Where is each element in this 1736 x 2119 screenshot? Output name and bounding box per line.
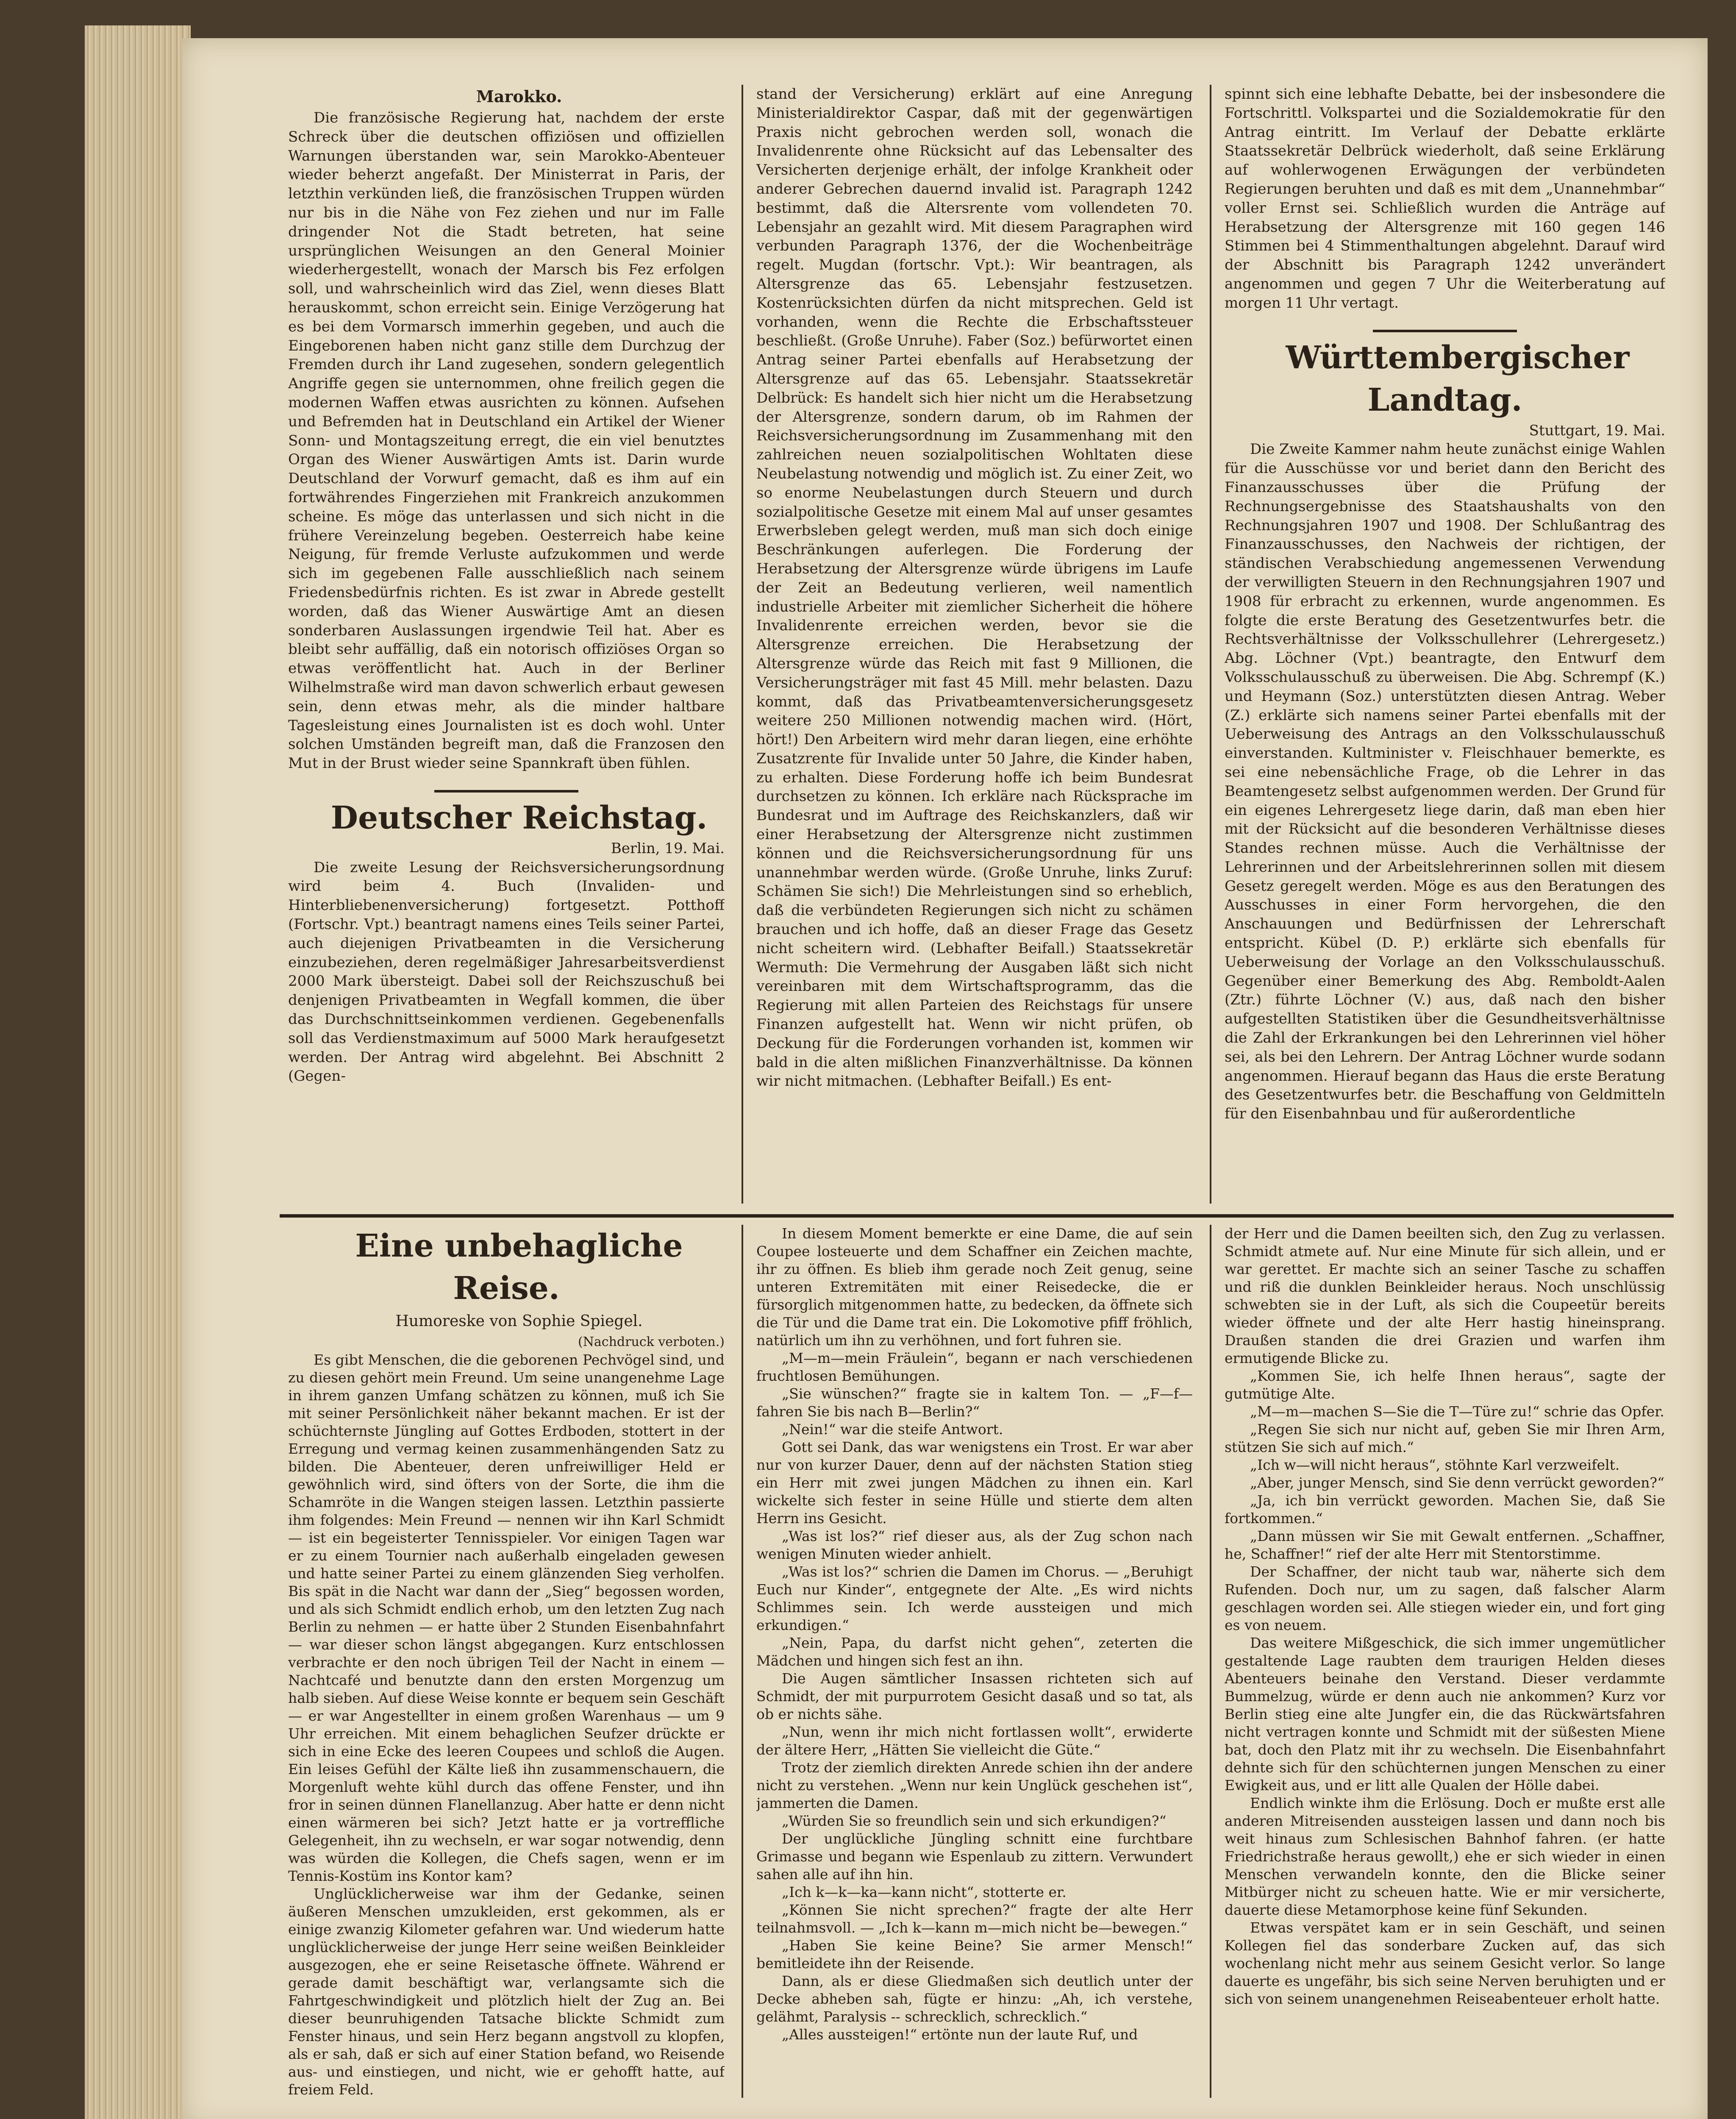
column-divider bbox=[1210, 85, 1211, 1204]
story-paragraph: „Was ist los?“ schrien die Damen im Chorus. — „Beruhigt Euch nur Kinder“, entgegnete der Alte. „Es wird nichts Schlimmes sein. Ich werde aussteigen und mich erkundigen.“ bbox=[756, 1563, 1193, 1633]
dateline-berlin: Berlin, 19. Mai. bbox=[611, 840, 725, 857]
story-paragraph: der Herr und die Damen beeilten sich, den Zug zu verlassen. Schmidt atmete auf. Nur eine Minute für sich allein, und er war gerettet. Er machte sich an seiner Tasche zu schaffen und riß die dunklen Beinkleider heraus. Noch unschlüssig schwebten sie in der Luft, als sich die Coupeetür bereits wieder öffnete und der alte Herr hastig hineinsprang. Draußen standen die drei Grazien und warfen ihm ermutigende Blicke zu. bbox=[1225, 1225, 1665, 1366]
top-column-2 bbox=[756, 85, 1193, 1204]
column-divider bbox=[742, 1225, 743, 2098]
heading-landtag: Württembergischer Landtag. bbox=[1286, 339, 1630, 418]
top-column-1 bbox=[288, 85, 725, 1204]
story-paragraph: Die Augen sämtlicher Insassen richteten sich auf Schmidt, der mit purpurrotem Gesicht dasaß und so tat, als ob er nichts sähe. bbox=[756, 1670, 1193, 1722]
heading-marokko: Marokko. bbox=[476, 87, 562, 106]
story-paragraph: „Nein, Papa, du darfst nicht gehen“, zeterten die Mädchen und hingen sich fest an ihn. bbox=[756, 1635, 1193, 1669]
article-reichstag-part1: Die zweite Lesung der Reichsversicherungsordnung wird beim 4. Buch (Invaliden- und Hinterbliebenenversicherung) fortgesetzt. Potthoff (Fortschr. Vpt.) beantragt namens eines Teils seiner Partei, auch diejenigen Privatbeamten in die Versicherung einzubeziehen, deren regelmäßiger Jahresarbeitsverdienst 2000 Mark übersteigt. Dabei soll der Reichszuschuß bei denjenigen Privatbeamten in Wegfall kommen, die über das Durchschnittseinkommen verdienen. Gegebenenfalls soll das Verdienstmaximum auf 5000 Mark heraufgesetzt werden. Der Antrag wird abgelehnt. Bei Abschnitt 2 (Gegen- bbox=[288, 859, 725, 1085]
column-divider bbox=[742, 85, 743, 1204]
story-paragraph: „M—m—mein Fräulein“, begann er nach verschiedenen fruchtlosen Bemühungen. bbox=[756, 1350, 1193, 1384]
story-paragraph: Unglücklicherweise war ihm der Gedanke, seinen äußeren Menschen umzukleiden, erst gekommen, als er einige zwanzig Kilometer gefahren war. Und wiederum hatte unglücklicherweise der junge Herr seine weißen Beinkleider ausgezogen, ehe er seine Reisetasche öffnete. Während er gerade damit beschäftigt war, verlangsamte sich die Fahrtgeschwindigkeit und plötzlich hielt der Zug an. Bei dieser beunruhigenden Tatsache blickte Schmidt zum Fenster hinaus, und sein Herz begann angstvoll zu klopfen, als er sah, daß er sich auf einer Station befand, wo Reisende aus- und einstiegen, und nicht, wie er gehofft hatte, auf freiem Feld. bbox=[288, 1885, 725, 2098]
story-paragraph: „Nun, wenn ihr mich nicht fortlassen wollt“, erwiderte der ältere Herr, „Hätten Sie vielleicht die Güte.“ bbox=[756, 1724, 1193, 1758]
story-paragraph: Der unglückliche Jüngling schnitt eine furchtbare Grimasse und begann wie Espenlaub zu zittern. Verwundert sahen alle auf ihn hin. bbox=[756, 1830, 1193, 1883]
story-paragraph: „Können Sie nicht sprechen?“ fragte der alte Herr teilnahmsvoll. — „Ich k—kann m—mich nicht be—bewegen.“ bbox=[756, 1902, 1193, 1936]
story-paragraph: „Ich w—will nicht heraus“, stöhnte Karl verzweifelt. bbox=[1250, 1457, 1620, 1473]
story-paragraph: Endlich winkte ihm die Erlösung. Doch er mußte erst alle anderen Mitreisenden aussteigen lassen und dann noch bis weit hinaus zum Schlesischen Bahnhof fahren. (er hatte Friedrichstraße heraus gewollt,) ehe er sich wieder in einen Menschen verwandeln konnte, den die Blicke seiner Mitbürger nicht zu scheuen hatte. Wie er mir versicherte, dauerte diese Metamorphose keine fünf Sekunden. bbox=[1225, 1795, 1665, 1918]
feuilleton-column-2 bbox=[756, 1225, 1193, 2098]
story-paragraph: „Was ist los?“ rief dieser aus, als der Zug schon nach wenigen Minuten wieder anhielt. bbox=[756, 1528, 1193, 1562]
feuilleton-column-3 bbox=[1225, 1225, 1665, 2098]
story-paragraph: „Ja, ich bin verrückt geworden. Machen Sie, daß Sie fortkommen.“ bbox=[1225, 1492, 1665, 1527]
feuilleton-column-1 bbox=[288, 1225, 725, 2098]
story-paragraph: „Ich k—k—ka—kann nicht“, stotterte er. bbox=[782, 1884, 1067, 1900]
story-paragraph: „M—m—machen S—Sie die T—Türe zu!“ schrie das Opfer. bbox=[1250, 1403, 1664, 1420]
story-paragraph: Das weitere Mißgeschick, die sich immer ungemütlicher gestaltende Lage raubten dem traurigen Helden dieses Abenteuers beinahe den Verstand. Dieser verdammte Bummelzug, würde er denn auch nie ankommen? Kurz vor Berlin stieg eine alte Jungfer ein, die das Rückwärtsfahren nicht vertragen konnte und Schmidt mit der süßesten Miene bat, doch den Platz mit ihr zu wechseln. Die Eisenbahnfahrt dehnte sich für den schüchternen jungen Menschen zu einer Ewigkeit aus, und er litt alle Qualen der Hölle dabei. bbox=[1225, 1635, 1665, 1794]
dateline-stuttgart: Stuttgart, 19. Mai. bbox=[1529, 422, 1665, 439]
story-paragraph: Es gibt Menschen, die die geborenen Pechvögel sind, und zu diesen gehört mein Freund. Um seine unangenehme Lage in ihrem ganzen Umfang schätzen zu können, muß ich Sie mit seiner Persönlichkeit näher bekannt machen. Er ist der schüchternste Jüngling auf Gottes Erdboden, stottert in der Erregung und vermag keinen zusammenhängenden Satz zu bilden. Die Abenteuer, deren unfreiwilliger Held er gewöhnlich wird, sind öfters von der Sorte, die ihm die Schamröte in die Wangen steigen lassen. Letzthin passierte ihm folgendes: Mein Freund — nennen wir ihn Karl Schmidt — ist ein begeisterter Tennisspieler. Vor einigen Tagen war er zu einem Tournier nach außerhalb eingeladen gewesen und hatte seiner Partei zu einem glänzenden Sieg verholfen. Bis spät in die Nacht war dann der „Sieg“ begossen worden, und als sich Schmidt endlich erhob, um den letzten Zug nach Berlin zu nehmen — er hatte über 2 Stunden Eisenbahnfahrt — war dieser schon längst abgegangen. Kurz entschlossen verbrachte er den noch übrigen Teil der Nacht in einem — Nachtcafé und benutzte dann den ersten Morgenzug um halb sieben. Auf diese Weise konnte er bequem sein Geschäft — er war Angestellter in einem großen Warenhaus — um 9 Uhr erreichen. Mit einem behaglichen Seufzer drückte er sich in eine Ecke des leeren Coupees und schloß die Augen. Ein leises Gefühl der Kälte ließ ihn zusammenschauern, die Morgenluft wehte kühl durch das offene Fenster, und ihn fror in seinen dünnen Flanellanzug. Aber hatte er denn nicht einen wärmeren bei sich? Jetzt hatte er ja vortreffliche Gelegenheit, ihn zu wechseln, er war sogar notwendig, denn was würden die Kollegen, die Chefs sagen, wenn er im Tennis-Kostüm ins Kontor kam? bbox=[288, 1351, 725, 1884]
article-reichstag-part2: stand der Versicherung) erklärt auf eine Anregung Ministerialdirektor Caspar, daß mit der gegenwärtigen Praxis nicht gebrochen werden soll, wonach die Invalidenrente ohne Rücksicht auf das Lebensalter des Versicherten derjenige erhält, der infolge Krankheit oder anderer Gebrechen dauernd invalid ist. Paragraph 1242 bestimmt, daß die Altersrente vom vollendeten 70. Lebensjahr an gezahlt wird. Mit diesem Paragraphen wird verbunden Paragraph 1376, der die Wochenbeiträge regelt. Mugdan (fortschr. Vpt.): Wir beantragen, als Altersgrenze das 65. Lebensjahr festzusetzen. Kostenrücksichten dürfen da nicht mitsprechen. Geld ist vorhanden, wenn die Rechte die Erbschaftssteuer beschließt. (Große Unruhe). Faber (Soz.) befürwortet einen Antrag seiner Partei ebenfalls auf Herabsetzung der Altersgrenze auf das 65. Lebensjahr. Staatssekretär Delbrück: Es handelt sich hier nicht um die Herabsetzung der Altersgrenze, sondern darum, ob im Rahmen der Reichsversicherungsordnung im Zusammenhang mit den zahlreichen neuen sozialpolitischen Wohltaten diese Neubelastung notwendig und möglich ist. Zu einer Zeit, wo so enorme Neubelastungen durch Steuern und durch sozialpolitische Gesetze mit einem Mal auf unser gesamtes Erwerbsleben gelegt werden, muß man sich doch einige Beschränkungen auferlegen. Die Forderung der Herabsetzung der Altersgrenze würde übrigens im Laufe der Zeit an Bedeutung verlieren, weil namentlich industrielle Arbeiter mit ziemlicher Sicherheit die höhere Invalidenrente erreichen werden, bevor sie die Altersgrenze erreichen. Die Herabsetzung der Altersgrenze würde das Reich mit fast 9 Millionen, die Versicherungsträger mit fast 45 Mill. mehr belasten. Dazu kommt, daß das Privatbeamtenversicherungsgesetz weitere 250 Millionen notwendig machen wird. (Hört, hört!) Den Arbeitern wird mehr daran liegen, eine erhöhte Zusatzrente für Invalide unter 50 Jahre, die Kinder haben, zu erhalten. Diese Forderung hoffe ich beim Bundesrat durchsetzen zu können. Ich erkläre nach Rücksprache im Bundesrat und im Auftrage des Reichskanzlers, daß wir einer Herabsetzung der Altersgrenze nicht zustimmen können und die Reichsversicherungsordnung für uns unannehmbar werden würde. (Große Unruhe, links Zuruf: Schämen Sie sich!) Die Mehrleistungen sind so erheblich, daß die verbündeten Regierungen sich nicht zu schämen brauchen und ich hoffe, daß an dieser Frage das Gesetz nicht scheitern wird. (Lebhafter Beifall.) Staatssekretär Wermuth: Die Vermehrung der Ausgaben läßt sich nicht vereinbaren mit dem Wirtschaftsprogramm, das die Regierung mit allen Parteien des Reichstags für unsere Finanzen aufgestellt hat. Wenn wir nicht prüfen, ob Deckung für die Forderungen vorhanden ist, kommen wir bald in die alten mißlichen Finanzverhältnisse. Da können wir nicht mitmachen. (Lebhafter Beifall.) Es ent- bbox=[756, 86, 1193, 1090]
story-paragraph: In diesem Moment bemerkte er eine Dame, die auf sein Coupee losteuerte und dem Schaffner ein Zeichen machte, ihr zu öffnen. Es blieb ihm gerade noch Zeit genug, seine unteren Extremitäten mit einer Reisedecke, die er fürsorglich mitgenommen hatte, zu bedecken, da öffnete sich die Tür und die Dame trat ein. Die Lokomotive pfiff fröhlich, natürlich um ihn zu verhöhnen, und fort fuhren sie. bbox=[756, 1225, 1193, 1349]
story-paragraph: Trotz der ziemlich direkten Anrede schien ihn der andere nicht zu verstehen. „Wenn nur kein Unglück geschehen ist“, jammerten die Damen. bbox=[756, 1759, 1193, 1811]
column-divider bbox=[1210, 1225, 1211, 2098]
section-divider bbox=[1373, 330, 1517, 332]
article-reichstag-part3: spinnt sich eine lebhafte Debatte, bei der insbesondere die Fortschrittl. Volkspartei und die Sozialdemokratie für den Antrag eintritt. Im Verlauf der Debatte erklärte Staatssekretär Delbrück wiederholt, daß seine Erklärung auf wohlerwogenen Erwägungen der verbündeten Regierungen beruhten und daß es mit dem „Unannehmbar“ voller Ernst sei. Schließlich wurden die Anträge auf Herabsetzung der Altersgrenze mit 160 gegen 146 Stimmen bei 4 Stimmenthaltungen abgelehnt. Darauf wird der Abschnitt bis Paragraph 1242 unverändert angenommen und gegen 7 Uhr die Weiterberatung auf morgen 11 Uhr vertagt. bbox=[1225, 86, 1665, 311]
story-paragraph: Dann, als er diese Gliedmaßen sich deutlich unter der Decke abheben sah, fügte er hinzu: „Ah, ich verstehe, gelähmt, Paralysis -- schrecklich, schrecklich.“ bbox=[756, 1973, 1193, 2025]
article-landtag: Die Zweite Kammer nahm heute zunächst einige Wahlen für die Ausschüsse vor und beriet dann den Bericht des Finanzausschusses über die Prüfung der Rechnungsergebnisse des Staatshaushalts von den Rechnungsjahren 1907 und 1908. Der Schlußantrag des Finanzausschusses, den Nachweis der richtigen, der ständischen Verabschiedung angemessenen Verwendung der verwilligten Steuern in den Rechnungsjahren 1907 und 1908 für erbracht zu erkennen, wurde angenommen. Es folgte die erste Beratung des Gesetzentwurfes betr. die Rechtsverhältnisse der Volksschullehrer (Lehrergesetz.) Abg. Löchner (Vpt.) beantragte, den Entwurf dem Volksschulausschuß zu überweisen. Die Abg. Schrempf (K.) und Heymann (Soz.) unterstützten diesen Antrag. Weber (Z.) erklärte sich namens seiner Partei ebenfalls mit der Ueberweisung des Antrags an den Volksschulausschuß einverstanden. Kultminister v. Fleischhauer bemerkte, es sei eine nebensächliche Frage, ob die Lehrer in das Beamtengesetz selbst aufgenommen werden. Der Grund für ein eigenes Lehrergesetz liege darin, daß man eben hier mit der Rücksicht auf die besonderen Verhältnisse dieses Standes rechnen müsse. Auch die Verhältnisse der Lehrerinnen und der Arbeitslehrerinnen sollen mit diesem Gesetz geregelt werden. Möge es aus den Beratungen des Ausschusses in einer Form hervorgehen, die den Anschauungen und Bedürfnissen der Lehrerschaft entspricht. Kübel (D. P.) erklärte sich ebenfalls für Ueberweisung der Vorlage an den Volksschulausschuß. Gegenüber einer Bemerkung des Abg. Remboldt-Aalen (Ztr.) führte Löchner (V.) aus, daß nach den bisher aufgestellten Statistiken über die Gesundheitsverhältnisse die Zahl der Erkrankungen bei den Lehrerinnen viel höher sei, als bei den Lehrern. Der Antrag Löchner wurde sodann angenommen. Hierauf begann das Haus die erste Beratung des Gesetzentwurfes betr. die Beschaffung von Geldmitteln für den Eisenbahnbau und für außerordentliche bbox=[1225, 441, 1665, 1123]
story-paragraph: Etwas verspätet kam er in sein Geschäft, und seinen Kollegen fiel das sonderbare Zucken auf, das sich wochenlang nicht mehr aus seinem Gesicht verlor. So lange dauerte es ungefähr, bis sich seine Nerven beruhigten und er sich von seinem unangenehmen Reiseabenteuer erholt hatte. bbox=[1225, 1919, 1665, 2007]
feuilleton-subtitle: Humoreske von Sophie Spiegel. bbox=[395, 1313, 643, 1330]
top-column-3 bbox=[1225, 85, 1665, 1204]
article-marokko: Die französische Regierung hat, nachdem der erste Schreck über die deutschen offiziösen und offiziellen Warnungen überstanden war, sein Marokko-Abenteuer wieder beherzt angefaßt. Der Ministerrat in Paris, der letzthin verkünden ließ, die französischen Truppen würden nur bis in die Nähe von Fez ziehen und nur im Falle dringender Not die Stadt betreten, hat seine ursprünglichen Weisungen an den General Moinier wiederhergestellt, wonach der Marsch bis Fez erfolgen soll, und wahrscheinlich wird das Ziel, wenn dieses Blatt herauskommt, schon erreicht sein. Einige Verzögerung hat es bei dem Vormarsch immerhin gegeben, und auch die Eingeborenen haben nicht ganz stille dem Durchzug der Fremden durch ihr Land zugesehen, sondern gelegentlich Angriffe gegen sie unternommen, ohne freilich gegen die modernen Waffen etwas ausrichten zu können. Aufsehen und Befremden hat in Deutschland ein Artikel der Wiener Sonn- und Montagszeitung erregt, die ein viel benutztes Organ des Wiener Auswärtigen Amts ist. Darin wurde Deutschland der Vorwurf gemacht, daß es ihm auf ein fortwährendes Fingerziehen mit Frankreich anzukommen scheine. Es möge das unterlassen und sich nicht in die frühere Vereinzelung begeben. Oesterreich habe keine Neigung, für fremde Verluste aufzukommen und werde sich im gegebenen Falle ausschließlich nach seinem Friedensbedürfnis richten. Es ist zwar in Abrede gestellt worden, daß das Wiener Auswärtige Amt an diesen sonderbaren Auslassungen irgendwie Teil hat. Aber es bleibt sehr auffällig, daß ein notorisch offiziöses Organ so etwas veröffentlicht hat. Auch in der Berliner Wilhelmstraße wird man davon schwerlich erbaut gewesen sein, denn etwas mehr, als die minder haltbare Tagesleistung eines Journalisten ist es doch wohl. Unter solchen Umständen begreift man, daß die Franzosen den Mut in der Brust wieder seine Spannkraft üben fühlen. bbox=[288, 109, 725, 772]
feuilleton-title: Eine unbehagliche Reise. bbox=[355, 1228, 683, 1307]
story-paragraph: „Dann müssen wir Sie mit Gewalt entfernen. „Schaffner, he, Schaffner!“ rief der alte Herr mit Stentorstimme. bbox=[1225, 1528, 1665, 1562]
feuilleton-rule bbox=[280, 1214, 1674, 1218]
story-paragraph: „Würden Sie so freundlich sein und sich erkundigen?“ bbox=[782, 1813, 1167, 1829]
story-paragraph: „Sie wünschen?“ fragte sie in kaltem Ton. — „F—f—fahren Sie bis nach B—Berlin?“ bbox=[756, 1385, 1193, 1420]
story-paragraph: Der Schaffner, der nicht taub war, näherte sich dem Rufenden. Doch nur, um zu sagen, daß falscher Alarm geschlagen worden sei. Alle stiegen wieder ein, und fort ging es von neuem. bbox=[1225, 1563, 1665, 1633]
section-divider bbox=[434, 790, 578, 793]
heading-reichstag: Deutscher Reichstag. bbox=[331, 799, 708, 836]
reprint-notice: (Nachdruck verboten.) bbox=[578, 1335, 725, 1349]
story-paragraph: „Alles aussteigen!“ ertönte nun der laute Ruf, und bbox=[782, 2026, 1138, 2043]
story-paragraph: „Haben Sie keine Beine? Sie armer Mensch!“ bemitleidete ihn der Reisende. bbox=[756, 1937, 1193, 1972]
story-paragraph: „Regen Sie sich nur nicht auf, geben Sie mir Ihren Arm, stützen Sie sich auf mich.“ bbox=[1225, 1421, 1665, 1455]
story-paragraph: Gott sei Dank, das war wenigstens ein Trost. Er war aber nur von kurzer Dauer, denn auf der nächsten Station stieg ein Herr mit zwei jungen Mädchen zu ihnen ein. Karl wickelte sich fester in seine Hülle und stierte dem alten Herrn ins Gesicht. bbox=[756, 1439, 1193, 1527]
story-paragraph: „Nein!“ war die steife Antwort. bbox=[782, 1421, 1003, 1438]
story-paragraph: „Aber, junger Mensch, sind Sie denn verrückt geworden?“ bbox=[1250, 1474, 1664, 1491]
page-edges bbox=[85, 25, 191, 2119]
story-paragraph: „Kommen Sie, ich helfe Ihnen heraus“, sagte der gutmütige Alte. bbox=[1225, 1368, 1665, 1402]
newspaper-page bbox=[182, 38, 1708, 2119]
